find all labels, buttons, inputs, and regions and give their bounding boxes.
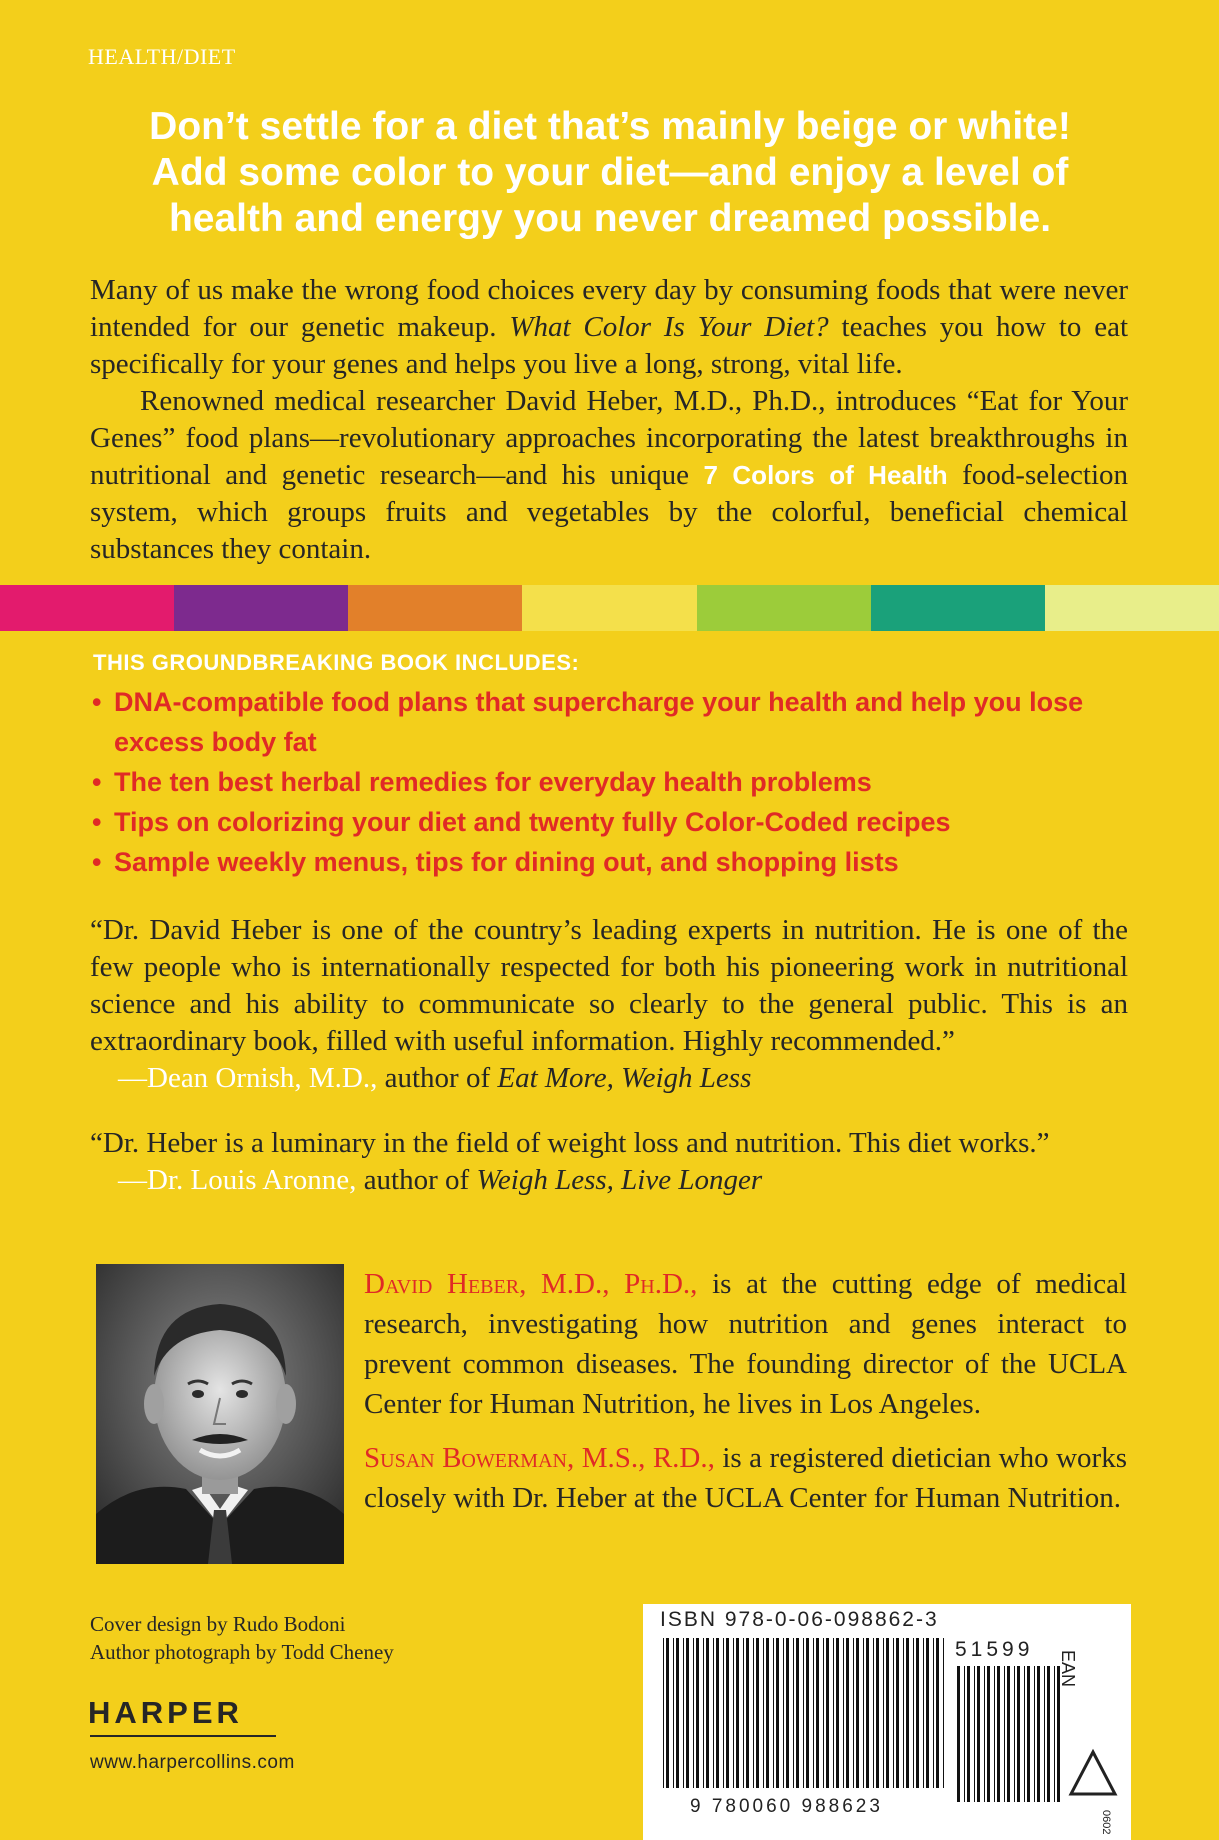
list-item: • Sample weekly menus, tips for dining out, and shopping lists [88,842,1148,882]
barcode-bar [853,1638,854,1788]
triangle-mark-icon [1067,1748,1119,1798]
barcode-bar [1047,1666,1050,1802]
barcode-bar [726,1638,729,1788]
headline-line: Add some color to your diet—and enjoy a level of [151,151,1069,194]
bio-paragraph [364,1264,1127,1424]
quoted-book-title: Weigh Less, Live Longer [476,1164,763,1196]
credits [90,1610,394,1666]
barcode-bar [893,1638,894,1788]
barcode-bar [977,1666,980,1802]
barcode-bar [883,1638,884,1788]
barcode-bar [1044,1666,1045,1802]
barcode-bar [1037,1666,1040,1802]
quote-attribution [118,1162,1128,1199]
barcode-bar [743,1638,744,1788]
color-swatch [871,585,1045,631]
barcode-bar [683,1638,684,1788]
author-name: David Heber, M.D., Ph.D., [364,1268,698,1300]
barcode-bar [1014,1666,1015,1802]
barcode-bar [816,1638,819,1788]
barcode-bar [1027,1666,1030,1802]
testimonials [90,912,1128,1199]
barcode-bar [873,1638,874,1788]
barcode-bar [1007,1666,1010,1802]
includes-list [88,682,1148,882]
author-bios [364,1264,1127,1518]
intro-text-part: Renowned medical researcher David Heber, M.D., Ph.D., introduces “Eat for Your Genes” food plans—revolutionary approaches incorporating the latest breakthroughs in nutritional and genetic research—and his unique [90,385,1128,491]
color-strip [0,585,1219,631]
publisher-website: www.harpercollins.com [90,1752,295,1773]
barcode-bar [706,1638,709,1788]
barcode-bar [846,1638,849,1788]
barcode-bar [843,1638,844,1788]
barcode-bar [936,1638,939,1788]
barcode-bar [826,1638,829,1788]
color-swatch [0,585,174,631]
publisher-logo: HARPER [88,1695,243,1730]
barcode-bar [686,1638,689,1788]
barcode-bar [736,1638,739,1788]
headline-line: health and energy you never dreamed possible. [168,197,1052,240]
barcode-bar [984,1666,985,1802]
intro-text-part: food-selection system, which groups fruits and vegetables by the colorful, beneficial chemical substances they contain. [90,459,1129,565]
headline [70,104,1150,242]
barcode-bar [773,1638,774,1788]
barcode-bar [926,1638,929,1788]
book-title: What Color Is Your Diet? [509,311,829,343]
color-swatch [1045,585,1219,631]
quote-author: —Dean Ornish, M.D., [118,1062,378,1094]
barcode-bar [713,1638,714,1788]
barcode-bar [923,1638,924,1788]
barcode-bar [746,1638,749,1788]
barcode-bar [974,1666,975,1802]
barcode-bar [856,1638,859,1788]
barcode-bar [696,1638,699,1788]
barcode-bar [763,1638,764,1788]
barcode-bar [933,1638,934,1788]
barcode-bar [997,1666,1000,1802]
barcode-bar [913,1638,914,1788]
barcode-bar [716,1638,719,1788]
barcode-bar [943,1638,944,1788]
barcode-bar [693,1638,694,1788]
barcode-bar [663,1638,664,1788]
isbn-barcode [661,1638,949,1788]
quote-text: “Dr. David Heber is one of the country’s leading experts in nutrition. He is one of the few people who is internationally respected for both his pioneering work in nutritional science and his ability to communicate so clearly to the general public. This is an extraordinary book, filled with useful information. Highly recommended.” [90,914,1128,1057]
quote-text: “Dr. Heber is a luminary in the field of weight loss and nutrition. This diet works.” [90,1127,1050,1159]
publisher-divider [90,1735,276,1737]
isbn-number: ISBN 978-0-06-098862-3 [660,1608,939,1631]
list-item: • The ten best herbal remedies for everyday health problems [88,762,1148,802]
bio-text: is at the cutting edge of medical research, investigating how nutrition and genes interact to prevent common diseases. The founding director of the UCLA Center for Human Nutrition, he lives in Los Angeles. [364,1268,1128,1420]
author-of-label: author of [363,1164,470,1196]
author-name: Susan Bowerman, M.S., R.D., [364,1442,715,1474]
barcode-bar [783,1638,784,1788]
color-swatch [697,585,871,631]
color-swatch [522,585,696,631]
intro-text-part: teaches you how to eat specifically for your genes and helps you live a long, strong, vital life. [90,311,1129,380]
barcode-bar [1004,1666,1005,1802]
batch-code: 0602 [1100,1810,1112,1835]
barcode-bar [766,1638,769,1788]
barcode-bar [676,1638,679,1788]
color-swatch [174,585,348,631]
barcode-bar [803,1638,804,1788]
category-label: HEALTH/DIET [88,44,236,69]
barcode-bar [886,1638,889,1788]
barcode-bar [673,1638,674,1788]
headline-line: Don’t settle for a diet that’s mainly beige or white! [149,105,1071,148]
barcode-bar [753,1638,754,1788]
list-item: • Tips on colorizing your diet and twenty fully Color-Coded recipes [88,802,1148,842]
barcode-bar [906,1638,909,1788]
intro-text-part: Many of us make the wrong food choices every day by consuming foods that were never intended for our genetic makeup. [90,274,1128,343]
intro-paragraph [90,272,1128,383]
bio-paragraph [364,1438,1127,1518]
barcode-bar [666,1638,669,1788]
barcode-bar [994,1666,995,1802]
barcode-bar [1024,1666,1025,1802]
barcode-bar [836,1638,839,1788]
barcode-bar [1017,1666,1020,1802]
ean-label: EAN [1058,1650,1078,1688]
barcode-bar [723,1638,724,1788]
color-swatch [348,585,522,631]
barcode-bar [813,1638,814,1788]
barcode-bar [967,1666,970,1802]
barcode-bar [833,1638,834,1788]
barcode-bar [733,1638,734,1788]
barcode-bar [876,1638,879,1788]
barcode-bar [866,1638,869,1788]
barcode-bar [786,1638,789,1788]
barcode-bar [916,1638,919,1788]
quoted-book-title: Eat More, Weigh Less [497,1062,752,1094]
barcode-bar [756,1638,759,1788]
cover-credit: Cover design by Rudo Bodoni [90,1612,346,1636]
intro-text [90,272,1128,568]
barcode-bar [776,1638,779,1788]
barcode-bar [964,1666,965,1802]
barcode-bar [903,1638,904,1788]
price-code: 51599 [955,1638,1034,1661]
barcode-digits: 9 780060 988623 [690,1796,883,1817]
photo-credit: Author photograph by Todd Cheney [90,1640,394,1664]
price-barcode [955,1666,1065,1802]
includes-heading: THIS GROUNDBREAKING BOOK INCLUDES: [93,650,580,675]
list-item: • DNA-compatible food plans that supercharge your health and help you lose excess body fat [88,682,1148,762]
seven-colors-highlight: 7 Colors of Health [703,460,948,490]
author-photo [96,1264,344,1564]
barcode-bar [1054,1666,1055,1802]
barcode-bar [796,1638,799,1788]
barcode-bar [703,1638,704,1788]
barcode-bar [823,1638,824,1788]
author-portrait-illustration [96,1264,344,1564]
barcode-bar [806,1638,809,1788]
barcode-bar [987,1666,990,1802]
author-of-label: author of [384,1062,491,1094]
barcode-bar [896,1638,899,1788]
intro-paragraph [90,383,1128,568]
quote-author: —Dr. Louis Aronne, [118,1164,357,1196]
barcode-bar [863,1638,864,1788]
barcode-bar [957,1666,960,1802]
quote-attribution [118,1060,1128,1097]
barcode-bar [1034,1666,1035,1802]
barcode-bar [793,1638,794,1788]
bio-text: is a registered dietician who works closely with Dr. Heber at the UCLA Center for Human Nutrition. [364,1442,1127,1514]
